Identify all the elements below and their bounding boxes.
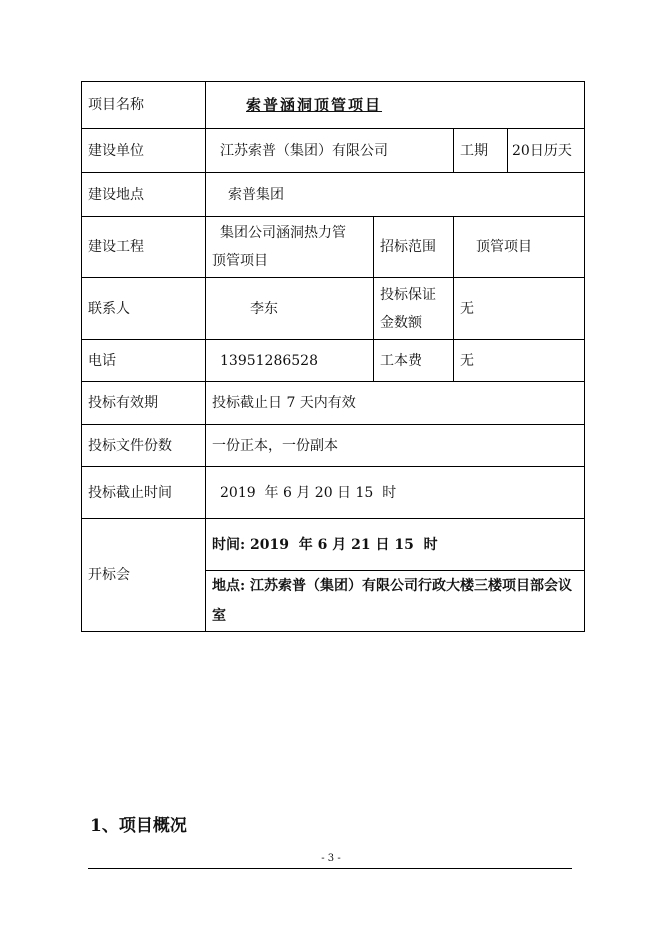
label-contact: 联系人	[82, 278, 206, 340]
project-name: 索普涵洞顶管项目	[206, 82, 585, 129]
deadline: 2019 年 6 月 20 日 15 时	[206, 467, 585, 519]
contact: 李东	[206, 278, 374, 340]
builder: 江苏索普（集团）有限公司	[206, 129, 454, 173]
validity: 投标截止日 7 天内有效	[206, 382, 585, 425]
page-number: - 3 -	[321, 853, 341, 864]
copies: 一份正本，一份副本	[206, 425, 585, 467]
label-scope: 招标范围	[374, 217, 454, 278]
location: 索普集团	[206, 173, 585, 217]
opening-place: 地点: 江苏索普（集团）有限公司行政大楼三楼项目部会议室	[206, 571, 585, 632]
bond-line1: 投标保证	[380, 286, 436, 303]
opening-time: 时间: 2019 年 6 月 21 日 15 时	[206, 519, 585, 571]
label-copies: 投标文件份数	[82, 425, 206, 467]
duration: 20日历天	[508, 129, 585, 173]
label-opening: 开标会	[82, 519, 206, 632]
project-line1: 集团公司涵洞热力管	[220, 225, 346, 241]
bond: 无	[454, 278, 585, 340]
project	[206, 217, 374, 278]
project-info-table	[81, 81, 585, 632]
bond-line2: 金数额	[380, 314, 422, 331]
label-bond	[374, 278, 454, 340]
label-duration: 工期	[454, 129, 508, 173]
label-project-name: 项目名称	[82, 82, 206, 129]
label-project: 建设工程	[82, 217, 206, 278]
label-validity: 投标有效期	[82, 382, 206, 425]
footer-divider	[88, 868, 572, 869]
phone: 13951286528	[206, 340, 374, 382]
section-heading: 1、项目概况	[90, 816, 187, 836]
project-line2: 顶管项目	[212, 253, 268, 269]
fee: 无	[454, 340, 585, 382]
scope: 顶管项目	[454, 217, 585, 278]
label-builder: 建设单位	[82, 129, 206, 173]
label-fee: 工本费	[374, 340, 454, 382]
label-location: 建设地点	[82, 173, 206, 217]
label-phone: 电话	[82, 340, 206, 382]
label-deadline: 投标截止时间	[82, 467, 206, 519]
